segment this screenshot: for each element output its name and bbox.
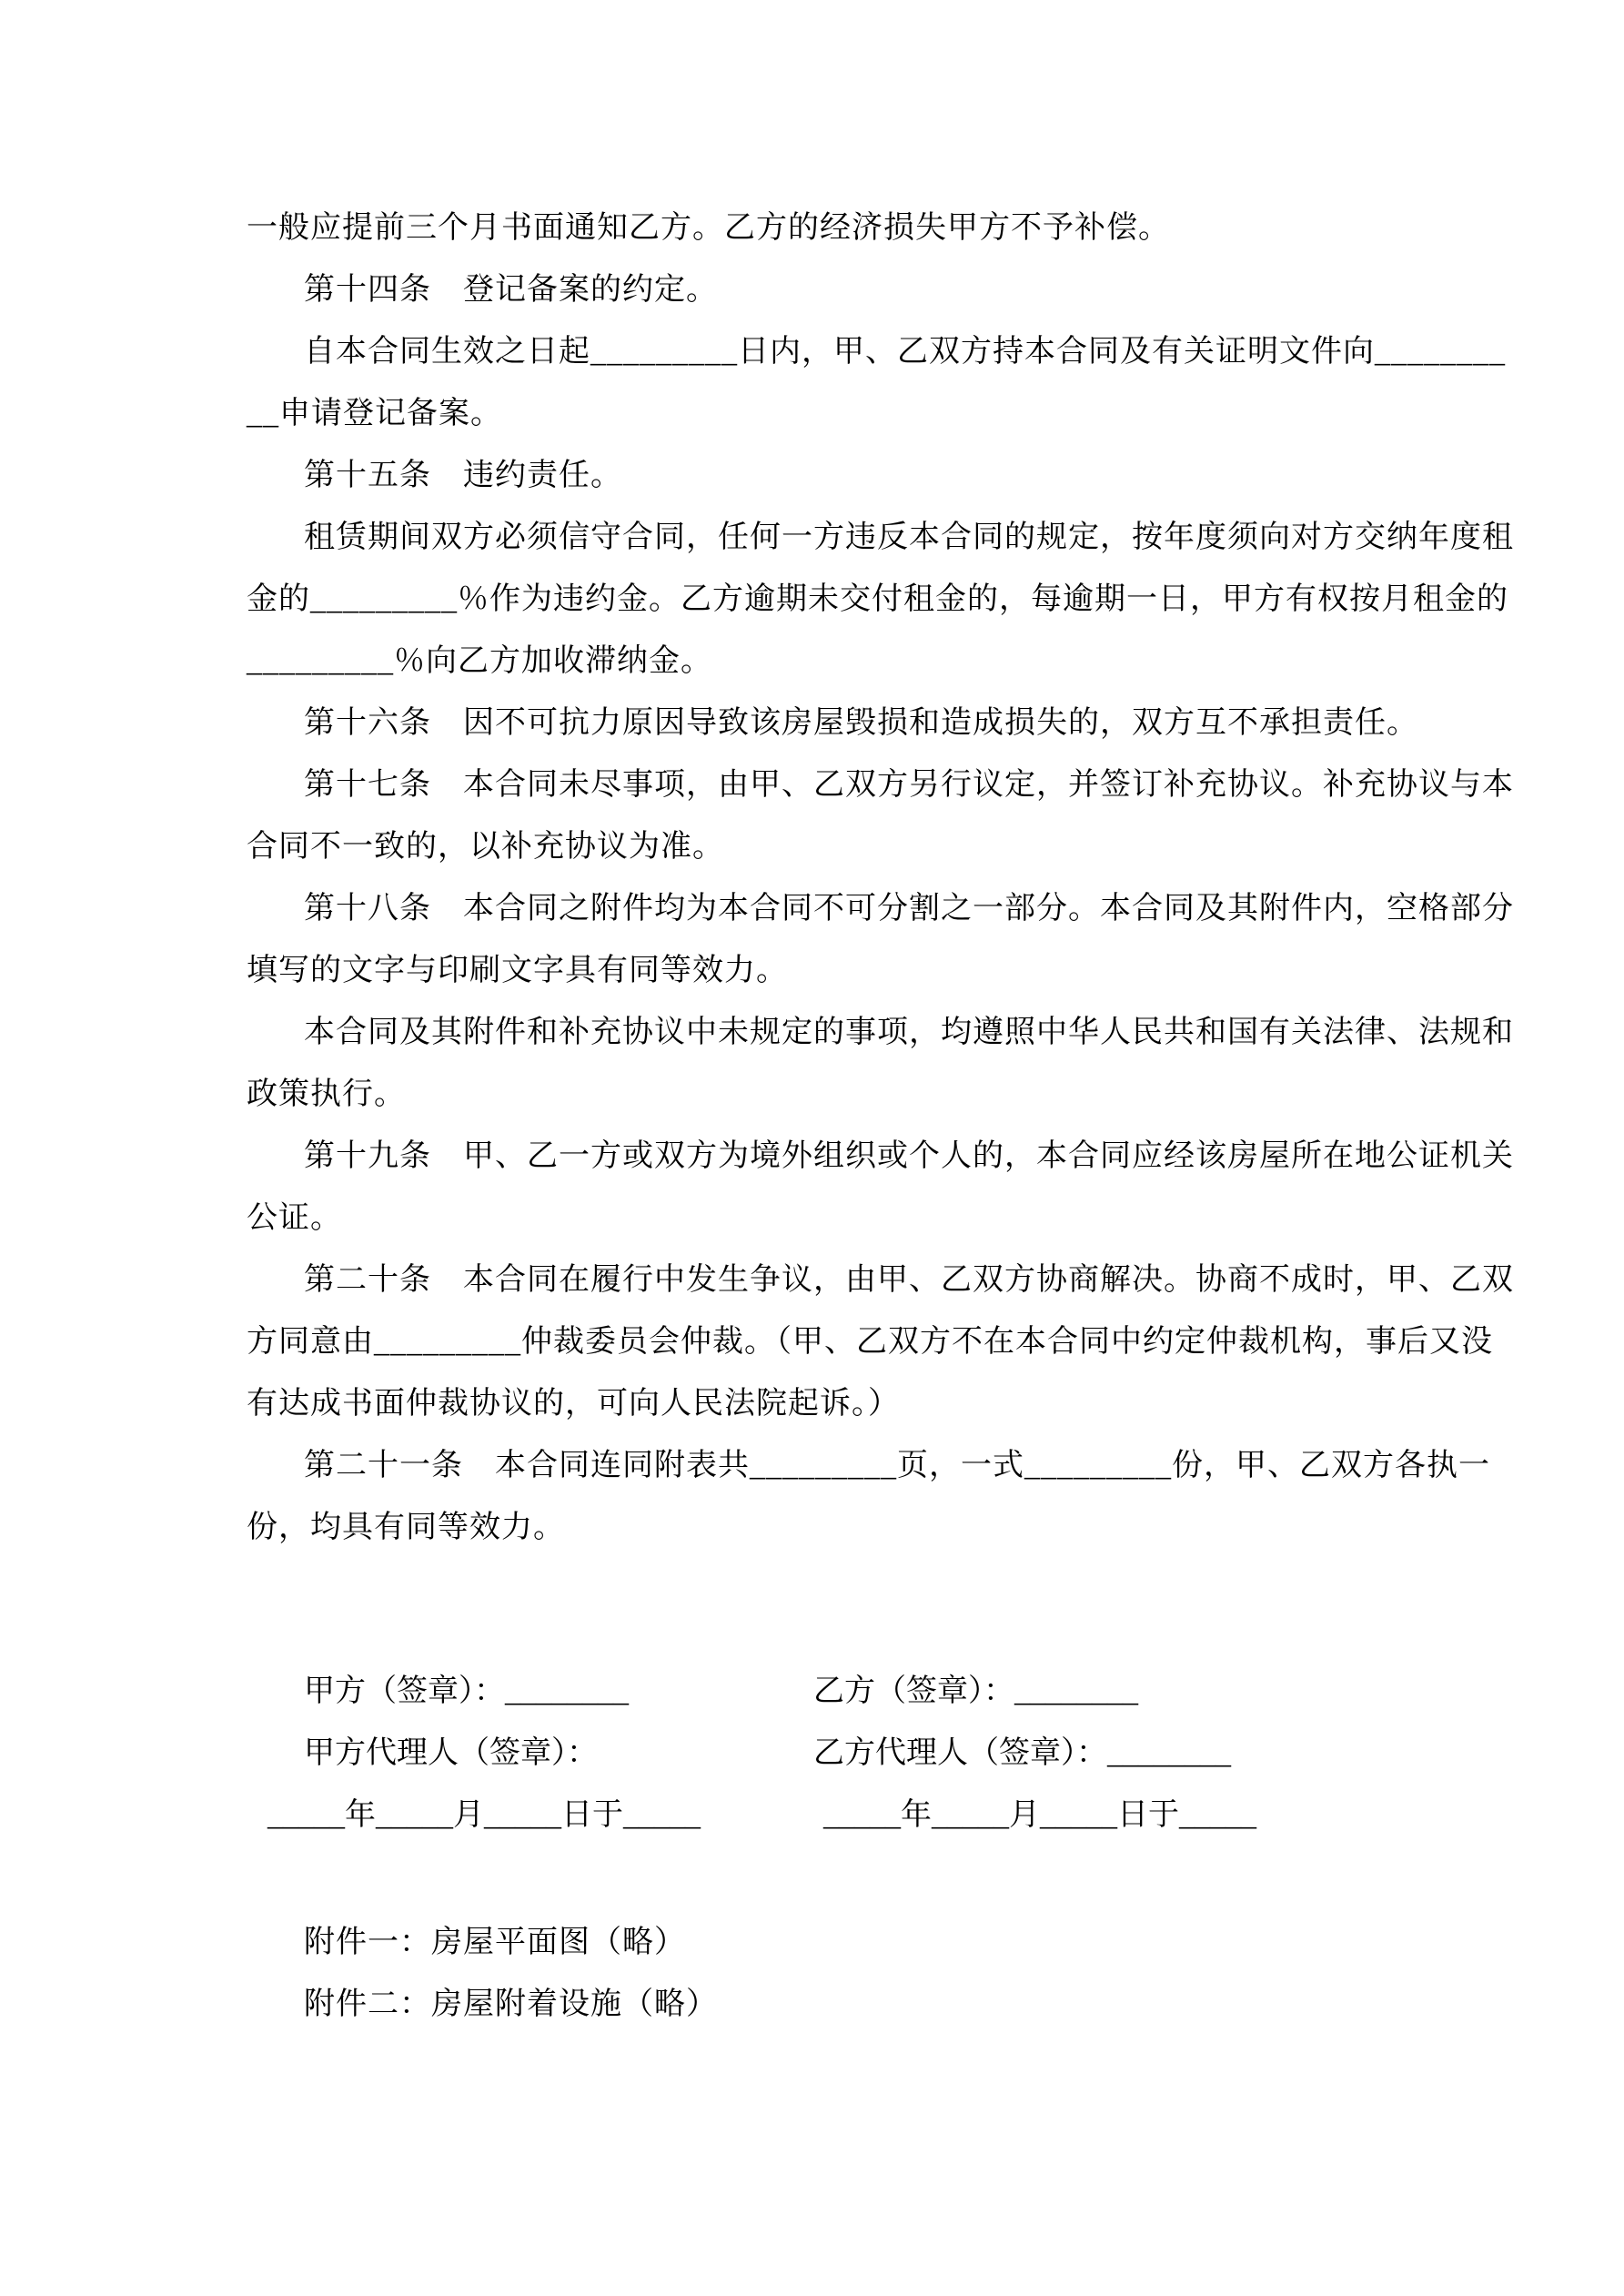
document-line: 自本合同生效之日起_________日内，甲、乙双方持本合同及有关证明文件向________ (304, 335, 1506, 369)
document-line: 第十六条 因不可抗力原因导致该房屋毁损和造成损失的，双方互不承担责任。 (304, 706, 1418, 740)
document-line: 第二十一条 本合同连同附表共_________页，一式_________份，甲、乙双方各执一 (304, 1449, 1490, 1482)
document-line: 份，均具有同等效力。 (247, 1511, 565, 1544)
party-a-signature-field: 甲方代理人（签章）： (304, 1736, 598, 1770)
document-line: 合同不一致的，以补充协议为准。 (247, 830, 724, 864)
attachment-item: 附件二：房屋附着设施（略） (304, 1988, 718, 2021)
document-line: 第十八条 本合同之附件均为本合同不可分割之一部分。本合同及其附件内，空格部分 (304, 892, 1514, 925)
document-line: 公证。 (247, 1201, 342, 1235)
party-b-signature-field: 乙方（签章）：________ (813, 1674, 1138, 1708)
document-line: 第十五条 违约责任。 (304, 459, 622, 492)
document-line: 方同意由_________仲裁委员会仲裁。（甲、乙双方不在本合同中约定仲裁机构，事后又没 (247, 1325, 1493, 1359)
document-line: __申请登记备案。 (247, 397, 502, 430)
document-line: 有达成书面仲裁协议的，可向人民法院起诉。） (247, 1387, 900, 1421)
document-line: 第二十条 本合同在履行中发生争议，由甲、乙双方协商解决。协商不成时，甲、乙双 (304, 1263, 1514, 1297)
document-line: 填写的文字与印刷文字具有同等效力。 (247, 954, 788, 987)
party-a-signature-field: 甲方（签章）：________ (304, 1674, 629, 1708)
signature-row (247, 1723, 1475, 1785)
signature-row (247, 1785, 1475, 1846)
document-line: 第十四条 登记备案的约定。 (304, 273, 718, 307)
document-line: 第十九条 甲、乙一方或双方为境外组织或个人的，本合同应经该房屋所在地公证机关 (304, 1139, 1514, 1173)
document-line: 一般应提前三个月书面通知乙方。乙方的经济损失甲方不予补偿。 (247, 211, 1170, 245)
body-lines (247, 197, 1514, 1559)
spacer (247, 1846, 1475, 1912)
document-line: _________％向乙方加收滞纳金。 (247, 644, 712, 678)
signature-block (247, 1661, 1475, 1846)
signature-row (247, 1661, 1475, 1723)
document-line: 第十七条 本合同未尽事项，由甲、乙双方另行议定，并签订补充协议。补充协议与本 (304, 768, 1514, 802)
document-line: 本合同及其附件和补充协议中未规定的事项，均遵照中华人民共和国有关法律、法规和 (304, 1016, 1514, 1049)
attachment-item: 附件一：房屋平面图（略） (304, 1926, 686, 1959)
party-a-date-field: _____年_____月_____日于_____ (267, 1798, 701, 1832)
attachments (247, 1912, 1475, 2036)
document-line: 金的_________％作为违约金。乙方逾期未交付租金的，每逾期一日，甲方有权按月租金的 (247, 582, 1508, 616)
spacer (247, 1559, 1475, 1661)
document-line: 租赁期间双方必须信守合同，任何一方违反本合同的规定，按年度须向对方交纳年度租 (304, 521, 1514, 554)
document-line: 政策执行。 (247, 1077, 406, 1111)
party-b-signature-field: 乙方代理人（签章）：________ (813, 1736, 1231, 1770)
party-b-date-field: _____年_____月_____日于_____ (823, 1798, 1256, 1832)
